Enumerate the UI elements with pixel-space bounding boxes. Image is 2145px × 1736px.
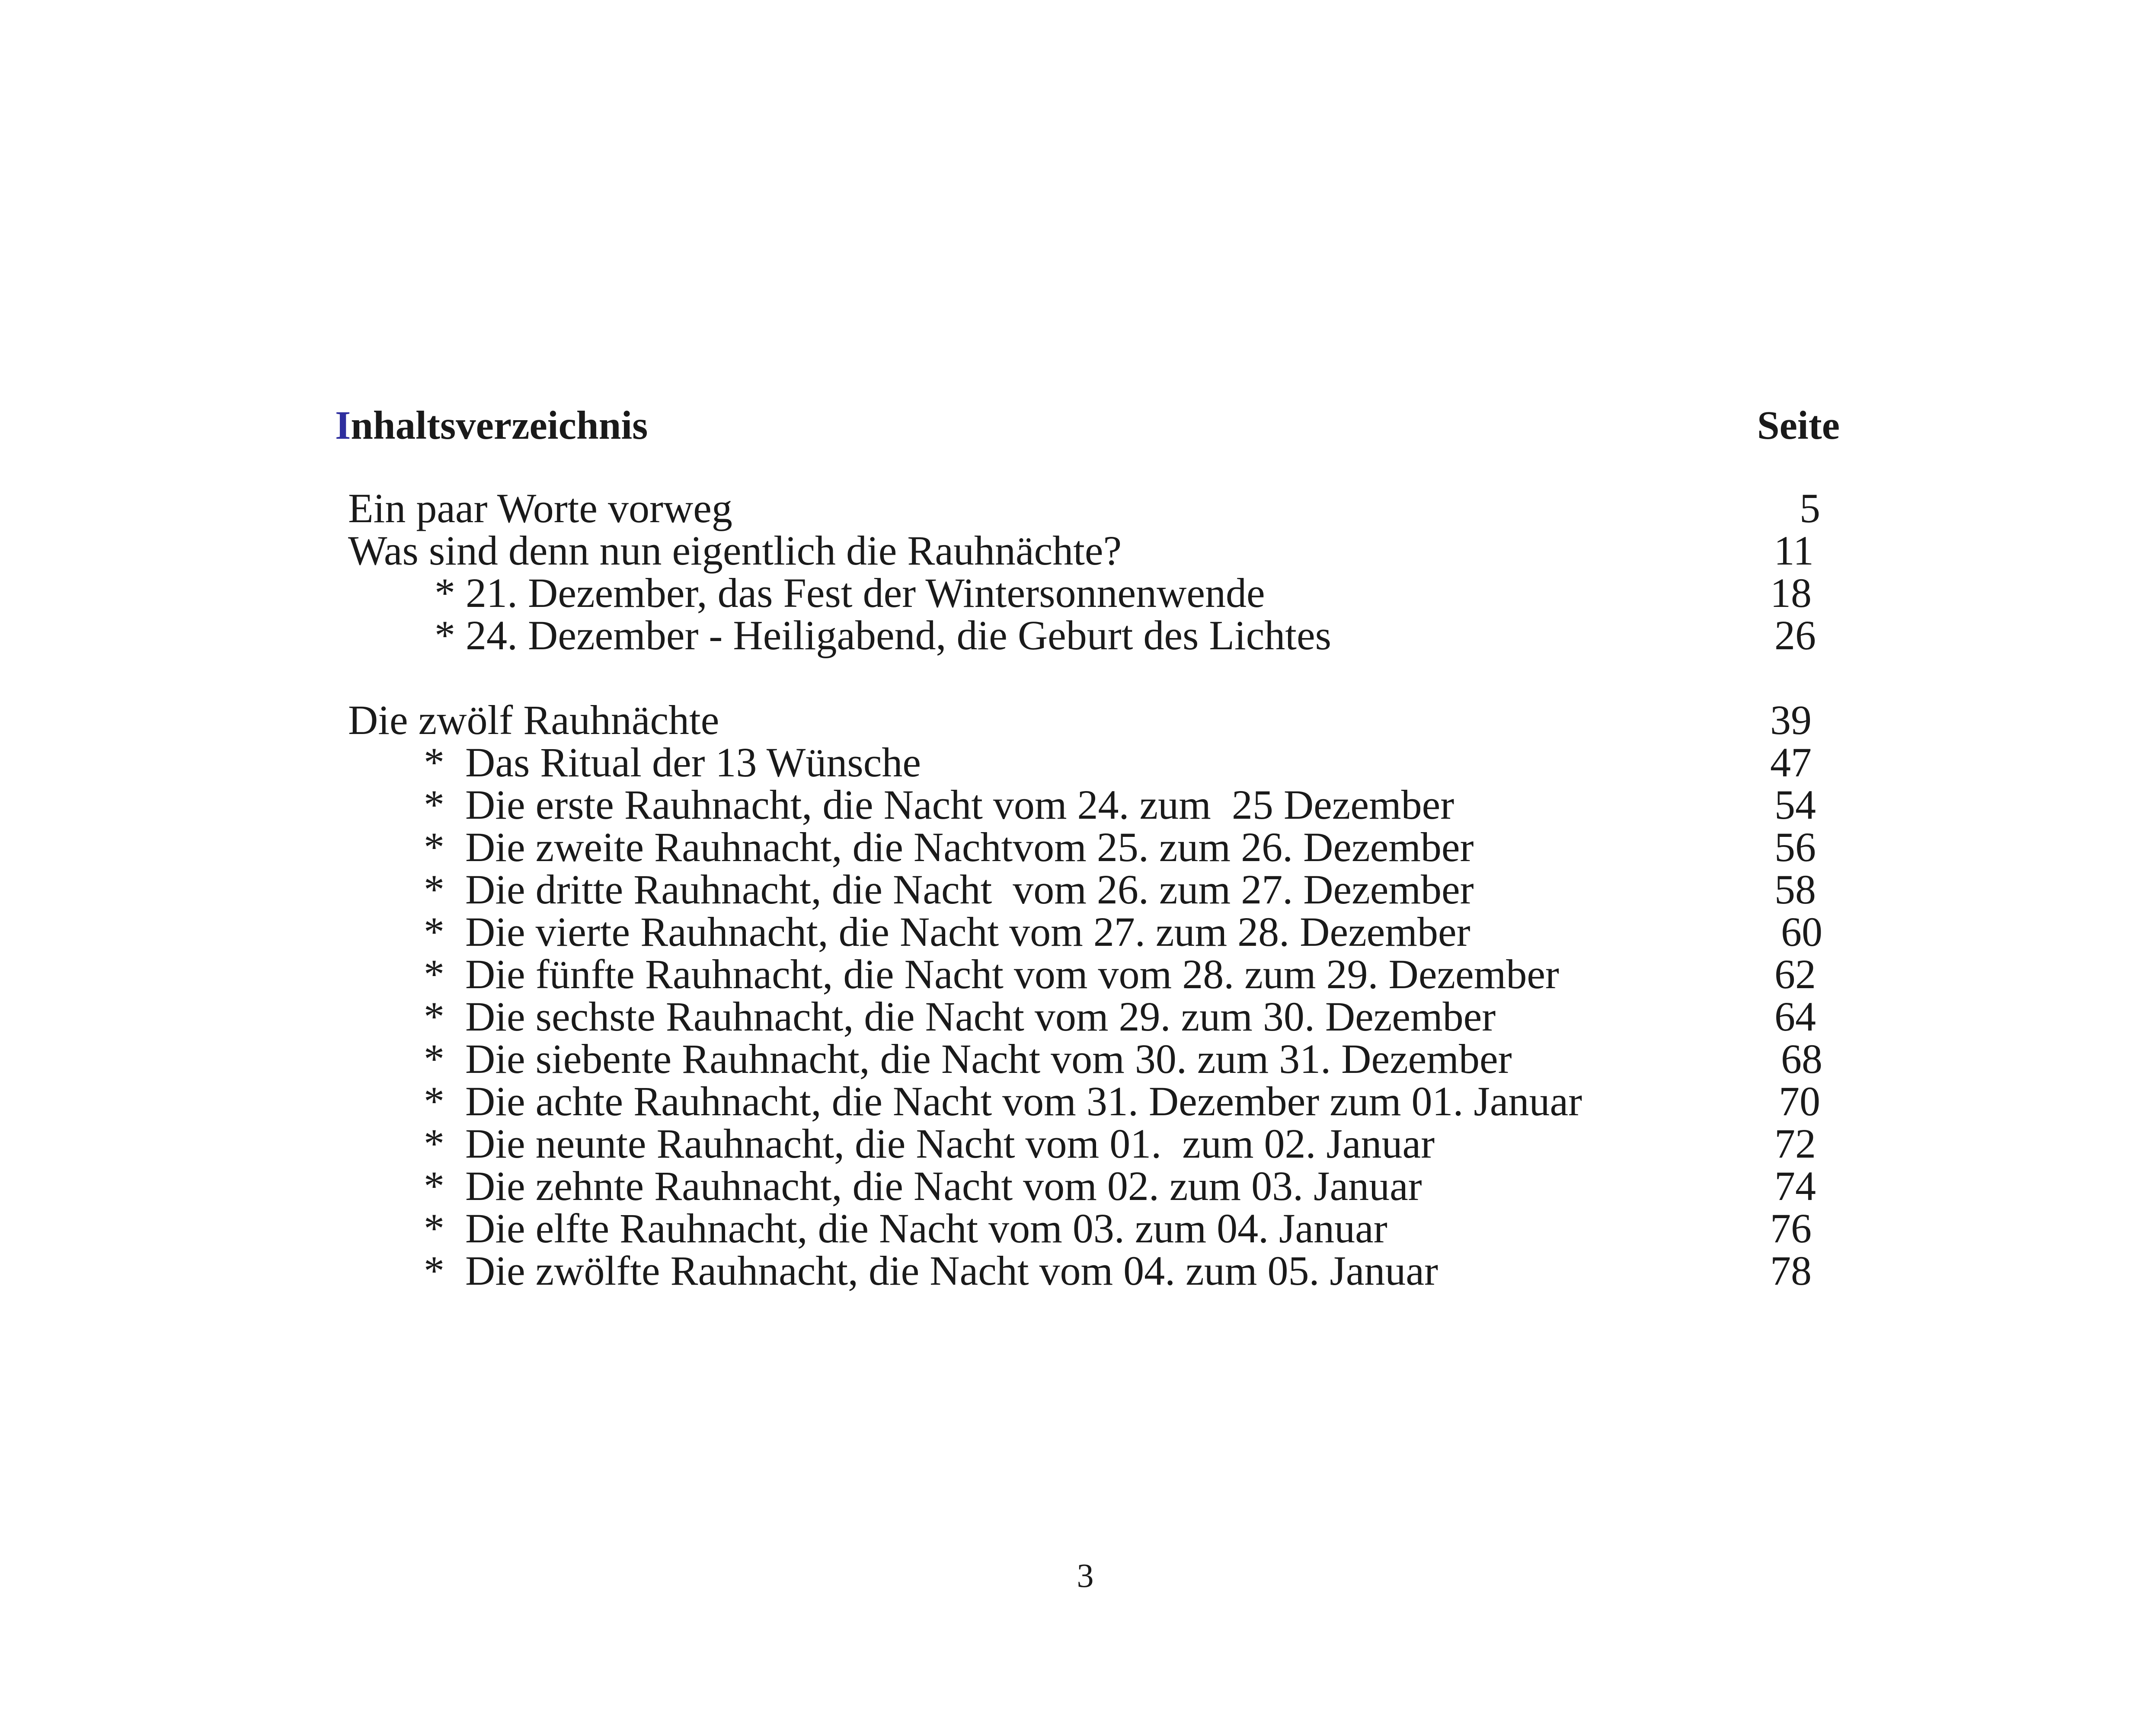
toc-entry-title: * Die zehnte Rauhnacht, die Nacht vom 02. zum 03. Januar [424,1163,1422,1209]
toc-entry-page: 18 [1770,570,1812,616]
toc-entry [0,614,2145,657]
toc-entry-page: 56 [1774,824,1816,870]
toc-entry [0,826,2145,868]
toc-entry-page: 62 [1774,951,1816,997]
toc-entry-page: 78 [1770,1248,1812,1294]
toc-entry-title: * 24. Dezember - Heiligabend, die Geburt des Lichtes [435,612,1331,658]
toc-entry [0,1207,2145,1250]
toc-entry [0,868,2145,911]
toc-entry-title: * Die achte Rauhnacht, die Nacht vom 31. Dezember zum 01. Januar [424,1078,1582,1124]
bullet-asterisk: * [424,866,444,913]
bullet-asterisk: * [424,1078,444,1124]
toc-entry-page: 5 [1800,485,1820,531]
bullet-asterisk: * [424,1036,444,1082]
toc-entry [0,1165,2145,1207]
toc-entry [0,993,2145,1040]
bullet-asterisk: * [424,1248,444,1294]
bullet-asterisk: * [424,739,444,785]
toc-entry-page: 70 [1779,1078,1820,1124]
toc-entry-page: 76 [1770,1205,1812,1251]
toc-entry-page: 54 [1774,782,1816,828]
bullet-asterisk: * [424,1205,444,1251]
toc-entry [0,572,2145,614]
page-column-label: Seite [1757,403,1840,448]
toc-entry [0,699,2145,741]
toc-entry-title: * Die neunte Rauhnacht, die Nacht vom 01. zum 02. Januar [424,1120,1435,1167]
toc-entry [0,1038,2145,1080]
bullet-asterisk: * [424,824,444,870]
bullet-asterisk: * [424,951,444,997]
toc-entry-title: Die zwölf Rauhnächte [348,697,719,743]
toc-entry-title: * Die erste Rauhnacht, die Nacht vom 24. zum 25 Dezember [424,782,1455,828]
toc-entry-page: 47 [1770,739,1812,785]
toc-entry-page: 72 [1774,1120,1816,1167]
toc-entry [0,1120,2145,1167]
toc-entry-page: 74 [1774,1163,1816,1209]
toc-entry-title: Was sind denn nun eigentlich die Rauhnächte? [348,527,1122,574]
toc-entry [0,1250,2145,1292]
toc-entry-title: * Die elfte Rauhnacht, die Nacht vom 03. zum 04. Januar [424,1205,1387,1251]
toc-entry-page: 60 [1781,909,1822,955]
toc-entry-title: * Die siebente Rauhnacht, die Nacht vom 30. zum 31. Dezember [424,1036,1512,1082]
toc-title [335,400,648,452]
toc-entry-title: * Das Ritual der 13 Wünsche [424,739,921,785]
toc-entry [0,784,2145,826]
toc-entry [0,527,2145,574]
toc-entry-page: 58 [1774,866,1816,913]
page-number: 3 [1077,1557,1094,1594]
toc-header [335,400,1840,452]
toc-entry-title: Ein paar Worte vorweg [348,485,732,531]
toc-entry-page: 26 [1774,612,1816,658]
toc-entry [0,1080,2145,1123]
toc-entry-title: * Die sechste Rauhnacht, die Nacht vom 29. zum 30. Dezember [424,993,1496,1040]
toc-entry-title: * 21. Dezember, das Fest der Wintersonnenwende [435,570,1265,616]
bullet-asterisk: * [424,993,444,1040]
toc-entry-title: * Die dritte Rauhnacht, die Nacht vom 26. zum 27. Dezember [424,866,1474,913]
toc-entry-title: * Die vierte Rauhnacht, die Nacht vom 27. zum 28. Dezember [424,909,1470,955]
toc-entry [0,741,2145,784]
toc-entry-page: 68 [1781,1036,1822,1082]
bullet-asterisk: * [424,909,444,955]
toc-entry-page: 64 [1774,993,1816,1040]
bullet-asterisk: * [424,1120,444,1167]
toc-entry-page: 11 [1774,527,1814,574]
toc-entry [0,953,2145,996]
toc-entry [0,911,2145,953]
toc-title-rest: nhaltsverzeichnis [351,403,648,448]
toc-entry-page: 39 [1770,697,1812,743]
bullet-asterisk: * [424,1163,444,1209]
toc-entry-title: * Die zwölfte Rauhnacht, die Nacht vom 04. zum 05. Januar [424,1248,1438,1294]
toc-title-initial: I [335,403,351,448]
toc-entry [0,487,2145,530]
bullet-asterisk: * [424,782,444,828]
toc-entry-title: * Die zweite Rauhnacht, die Nachtvom 25. zum 26. Dezember [424,824,1474,870]
toc-entry-title: * Die fünfte Rauhnacht, die Nacht vom vom 28. zum 29. Dezember [424,951,1559,997]
